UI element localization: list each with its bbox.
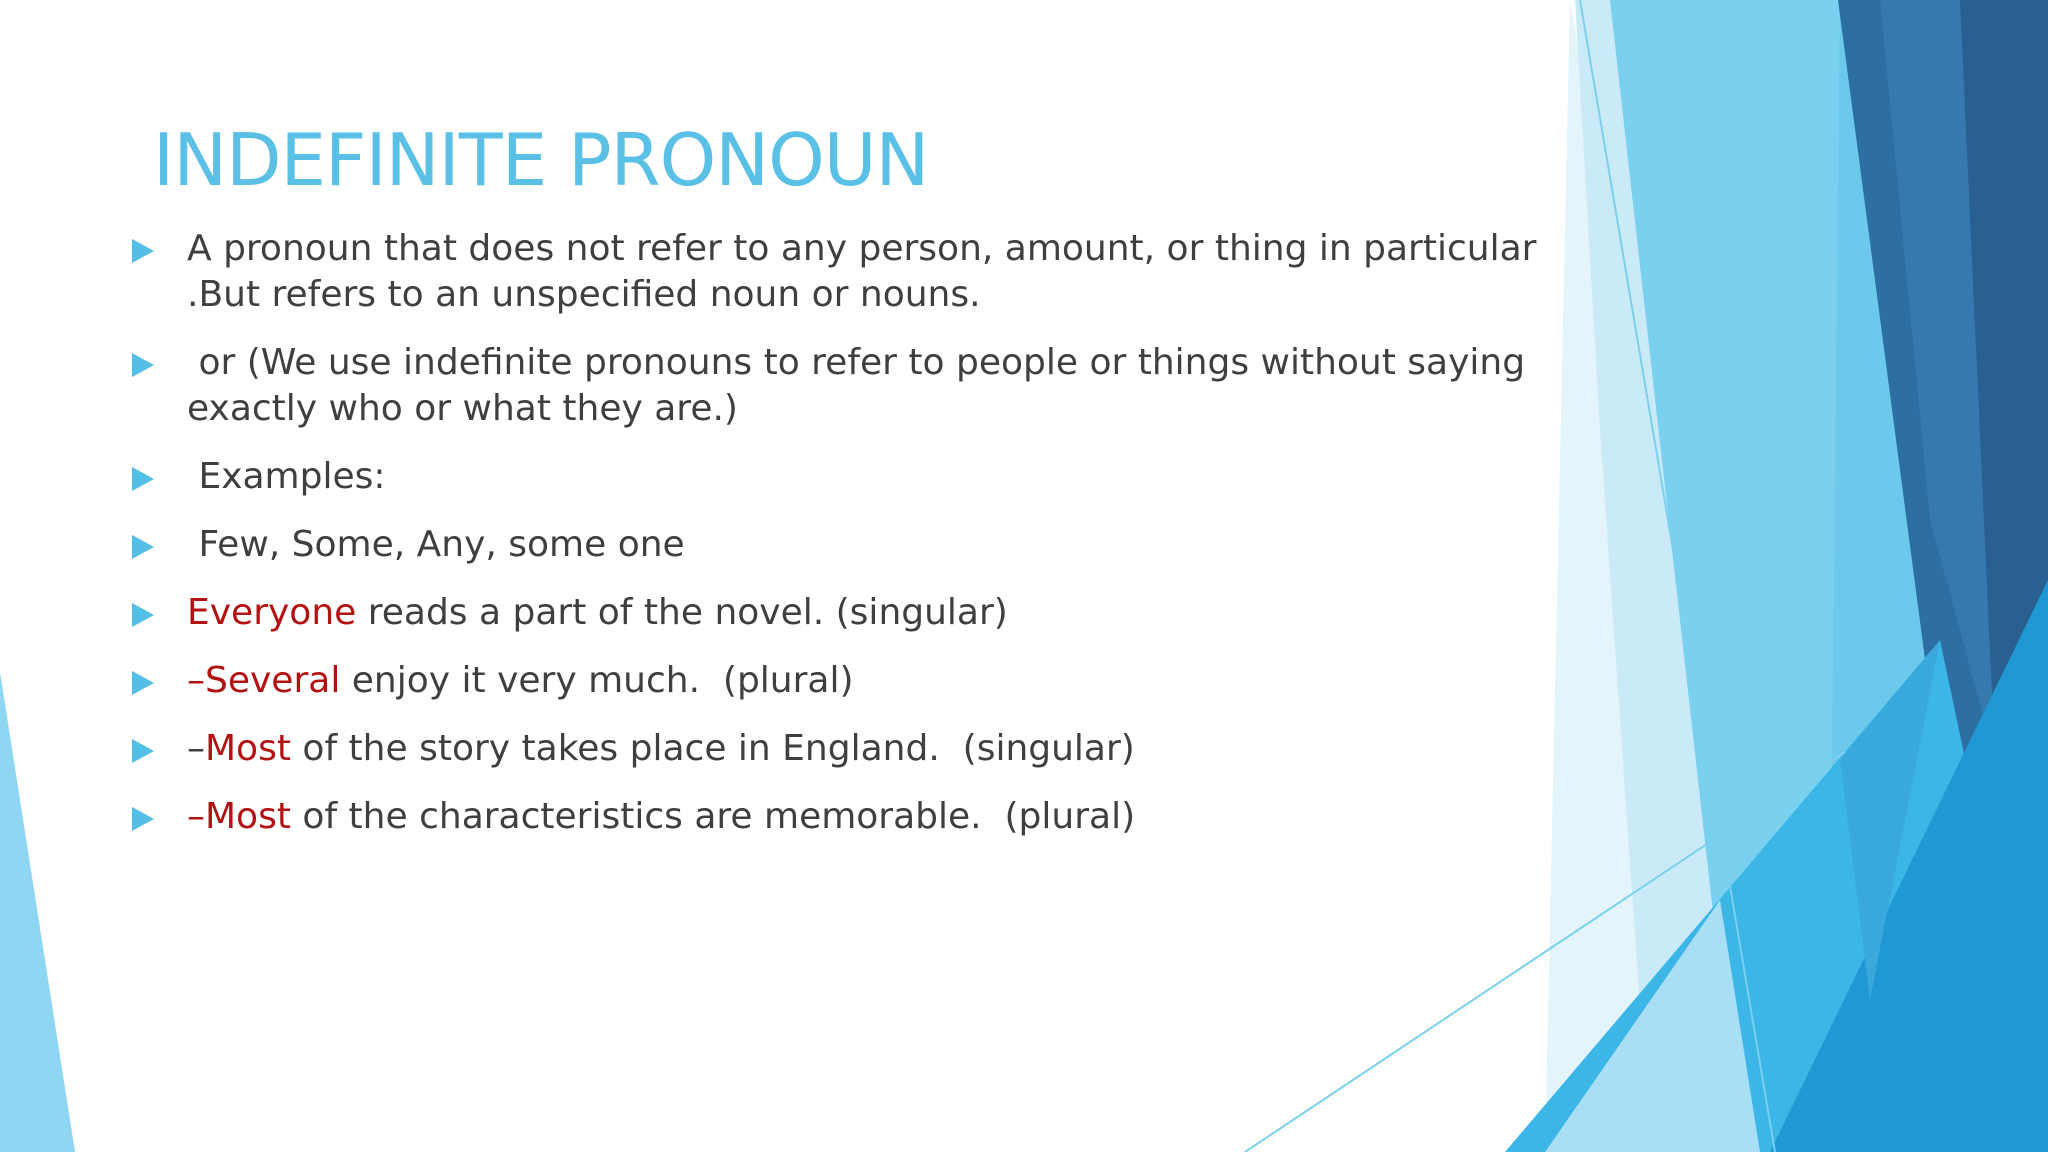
- triangle-right-icon: [132, 807, 154, 831]
- dash-prefix: –: [187, 660, 205, 701]
- bullet-list: [128, 226, 1537, 862]
- bullet-item-definition: [128, 226, 1537, 318]
- bullet-text-line: .But refers to an unspecified noun or nouns.: [187, 274, 981, 315]
- bullet-text-line: or (We use indefinite pronouns to refer to people or things without saying: [187, 342, 1526, 383]
- highlighted-pronoun: Most: [205, 796, 291, 837]
- bullet-text: Examples:: [187, 456, 386, 497]
- bullet-text: reads a part of the novel. (singular): [356, 592, 1008, 633]
- slide-title: INDEFINITE PRONOUN: [153, 118, 929, 202]
- bullet-text-line: exactly who or what they are.): [187, 388, 738, 429]
- triangle-right-icon: [132, 739, 154, 763]
- left-edge-sliver-shape: [0, 672, 75, 1152]
- bullet-text: of the story takes place in England. (singular): [290, 728, 1135, 769]
- triangle-right-icon: [132, 467, 154, 491]
- bullet-text: enjoy it very much. (plural): [340, 660, 854, 701]
- highlighted-pronoun: Several: [205, 660, 341, 701]
- bullet-item-example-most-plural: [128, 794, 1508, 840]
- bullet-item-examples-list: [128, 522, 1508, 568]
- bullet-item-usage: [128, 340, 1526, 432]
- bullet-item-example-several: [128, 658, 1508, 704]
- bullet-text: of the characteristics are memorable. (plural): [290, 796, 1136, 837]
- highlighted-pronoun: Most: [205, 728, 291, 769]
- triangle-right-icon: [132, 239, 154, 263]
- bullet-item-example-most-singular: [128, 726, 1508, 772]
- dash-prefix: –: [187, 728, 205, 769]
- bullet-text-line: A pronoun that does not refer to any person, amount, or thing in particular: [187, 228, 1537, 269]
- bullet-item-examples-heading: [128, 454, 1508, 500]
- bullet-item-example-everyone: [128, 590, 1508, 636]
- triangle-right-icon: [132, 603, 154, 627]
- dash-prefix: –: [187, 796, 205, 837]
- bullet-text: Few, Some, Any, some one: [187, 524, 685, 565]
- triangle-right-icon: [132, 671, 154, 695]
- triangle-right-icon: [132, 535, 154, 559]
- highlighted-pronoun: Everyone: [187, 592, 357, 633]
- triangle-right-icon: [132, 353, 154, 377]
